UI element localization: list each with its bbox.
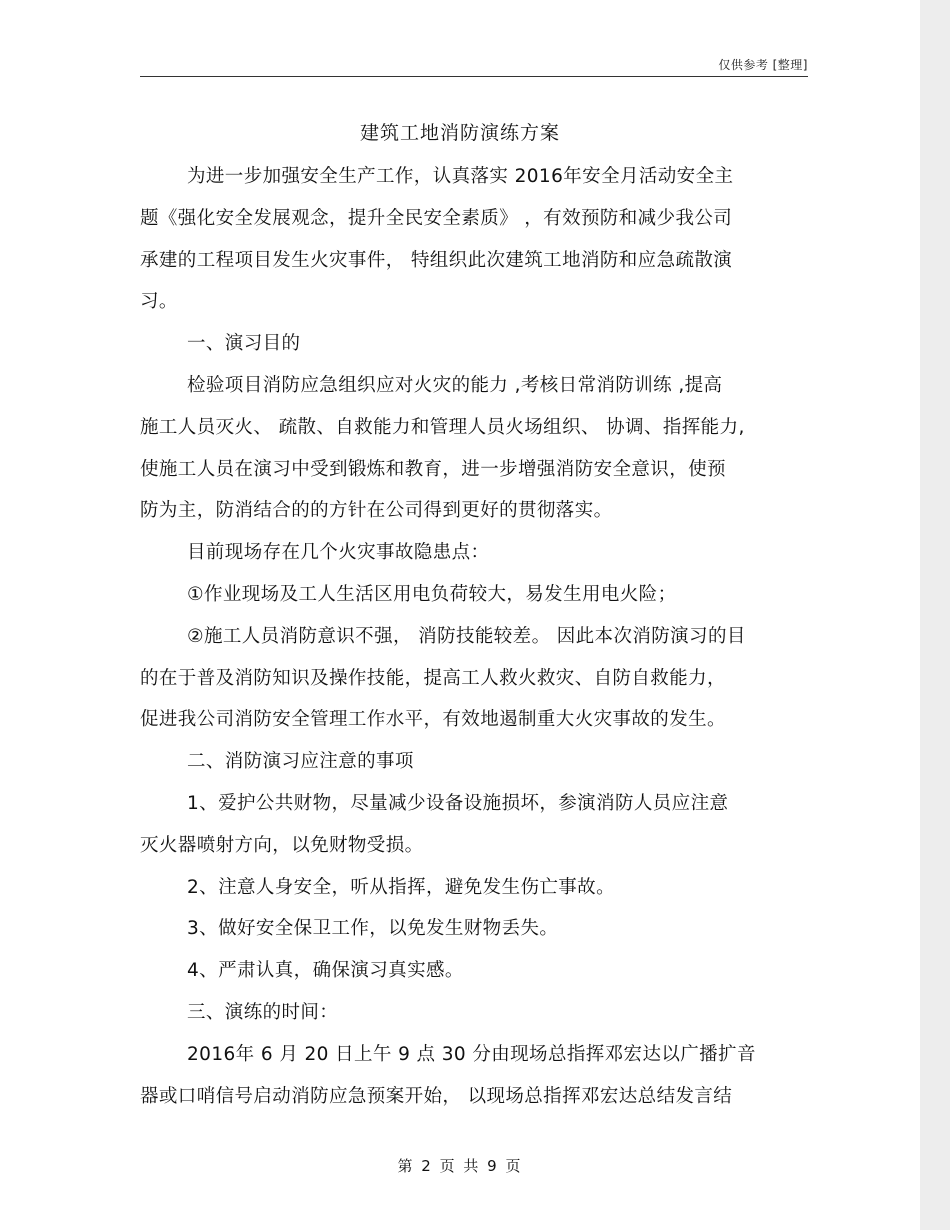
text-line: 题《强化安全发展观念，提升全民安全素质》 ，有效预防和减少我公司 xyxy=(140,207,733,229)
page-number: 第 2 页 共 9 页 xyxy=(397,1157,523,1175)
text-line: 2016年 6 月 20 日上午 9 点 30 分由现场总指挥邓宏达以广播扩音 xyxy=(187,1043,756,1065)
document-body xyxy=(140,156,808,1117)
text-line: ②施工人员消防意识不强， 消防技能较差。 因此本次消防演习的目 xyxy=(187,625,746,647)
text-line: 二、消防演习应注意的事项 xyxy=(187,751,414,773)
text-line: 3、做好安全保卫工作，以免发生财物丢失。 xyxy=(187,918,559,940)
text-line: 4、严肃认真，确保演习真实感。 xyxy=(187,960,464,982)
text-line: 使施工人员在演习中受到锻炼和教育，进一步增强消防安全意识，使预 xyxy=(140,458,726,480)
text-line: 施工人员灭火、 疏散、自救能力和管理人员火场组织、 协调、指挥能力, xyxy=(140,416,745,438)
document-title: 建筑工地消防演练方案 xyxy=(359,122,560,144)
text-line: 为进一步加强安全生产工作，认真落实 2016年安全月活动安全主 xyxy=(187,166,734,187)
text-line: 的在于普及消防知识及操作技能，提高工人救火救灾、自防自救能力， xyxy=(140,667,726,689)
text-line: 1、爱护公共财物，尽量减少设备设施损坏，参演消防人员应注意 xyxy=(187,792,729,814)
header-divider xyxy=(140,76,808,77)
text-line: 一、演习目的 xyxy=(187,333,301,355)
header-reference: 仅供参考 [整理] xyxy=(718,58,808,72)
text-line: 检验项目消防应急组织应对火灾的能力 ,考核日常消防训练 ,提高 xyxy=(187,374,723,396)
text-line: 器或口哨信号启动消防应急预案开始， 以现场总指挥邓宏达总结发言结 xyxy=(140,1085,733,1107)
text-line: 防为主，防消结合的的方针在公司得到更好的贯彻落实。 xyxy=(140,500,613,522)
text-line: ①作业现场及工人生活区用电负荷较大，易发生用电火险； xyxy=(187,583,677,605)
text-line: 承建的工程项目发生火灾事件， 特组织此次建筑工地消防和应急疏散演 xyxy=(140,249,733,271)
text-line: 促进我公司消防安全管理工作水平，有效地遏制重大火灾事故的发生。 xyxy=(140,709,726,731)
text-line: 习。 xyxy=(140,291,178,313)
text-line: 灭火器喷射方向，以免财物受损。 xyxy=(140,834,424,856)
text-line: 目前现场存在几个火灾事故隐患点： xyxy=(187,542,490,564)
text-line: 三、演练的时间： xyxy=(187,1001,339,1023)
text-line: 2、注意人身安全，听从指挥，避免发生伤亡事故。 xyxy=(187,876,615,898)
